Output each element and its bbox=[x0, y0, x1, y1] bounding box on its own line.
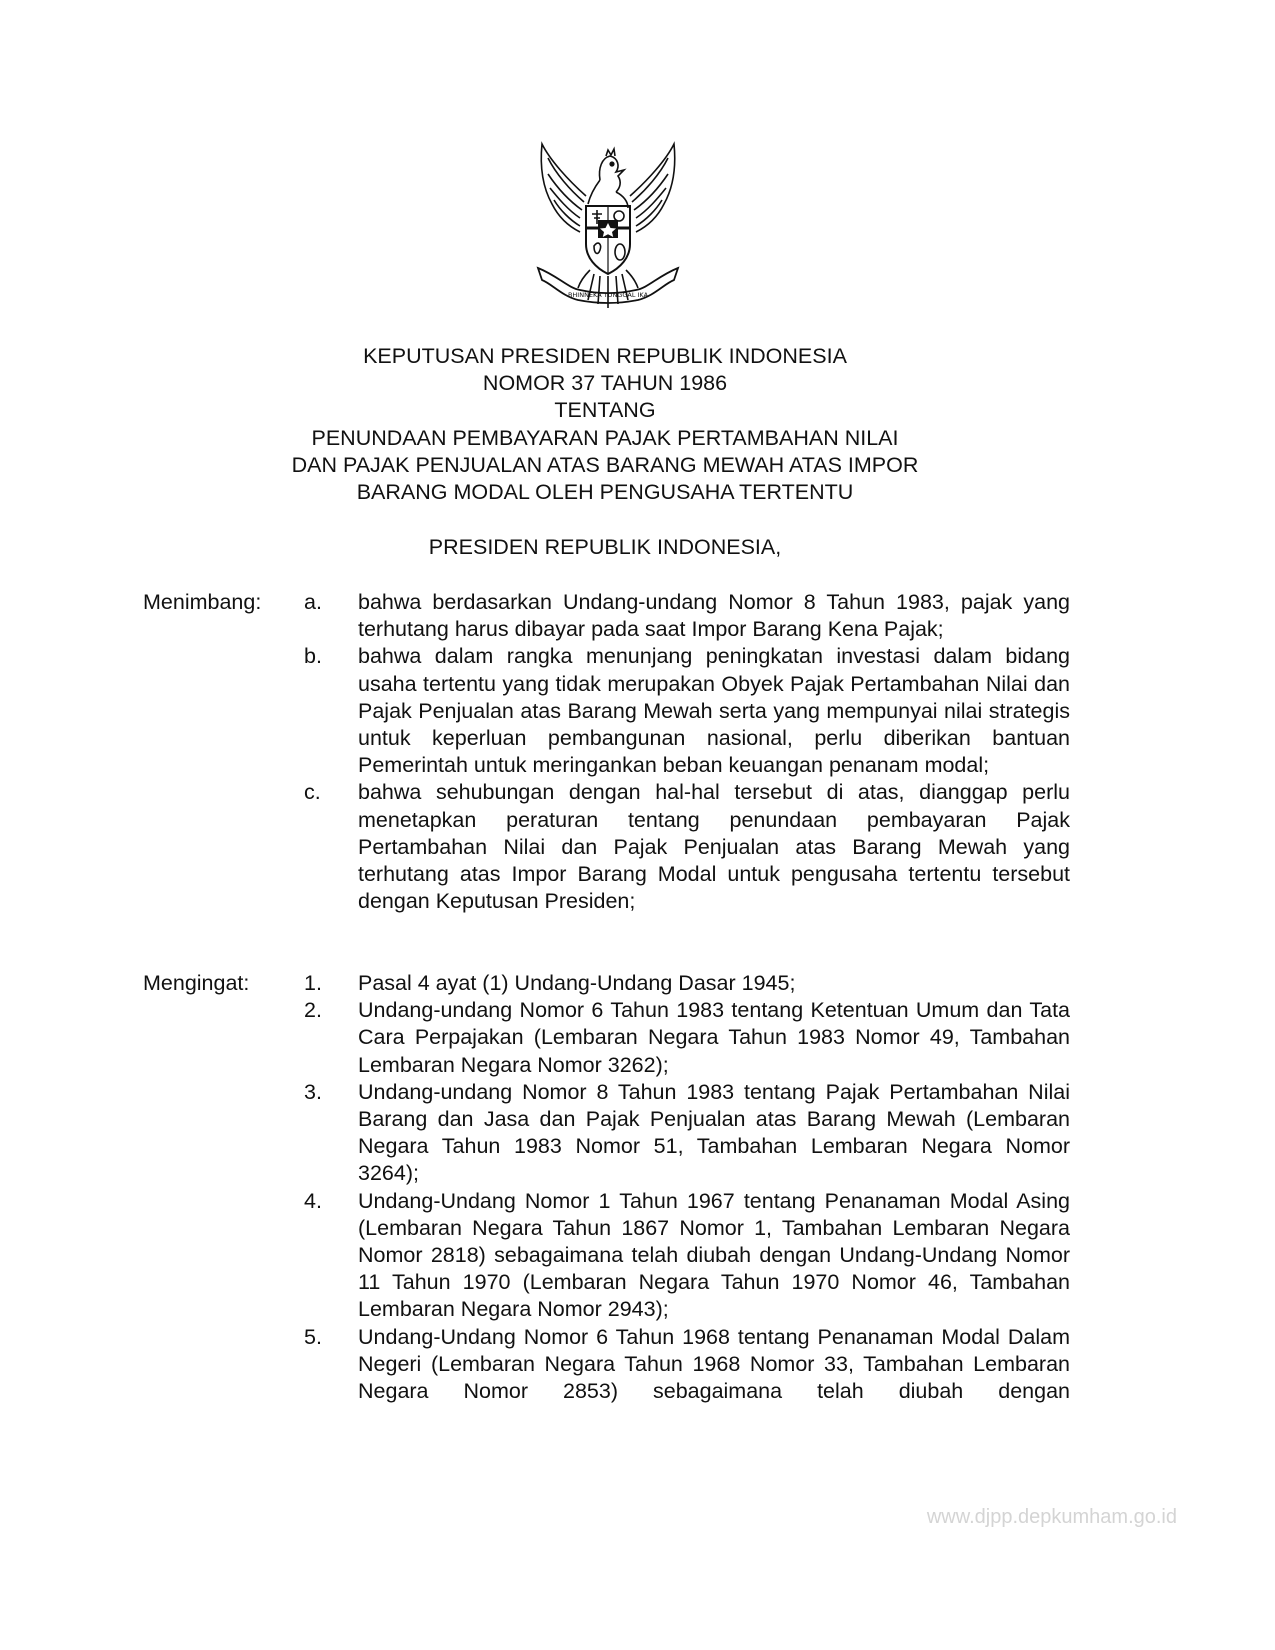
title-line: TENTANG bbox=[554, 398, 656, 423]
mengingat-section bbox=[0, 970, 1275, 1405]
title-line: NOMOR 37 TAHUN 1986 bbox=[482, 371, 728, 396]
list-marker: a. bbox=[304, 590, 322, 614]
menimbang-label: Menimbang: bbox=[143, 590, 262, 614]
list-item-text: bahwa dalam rangka menunjang peningkatan investasi dalam bidang usaha tertentu yang tidak merupakan Obyek Pajak Pertambahan Nilai dan Pajak Penjualan atas Barang Mewah serta yang mempunyai nilai strategis untuk keperluan pembangunan nasional, perlu diberikan bantuan Pemerintah untuk meringankan beban keuangan penanam modal; bbox=[358, 644, 1070, 778]
list-marker: 3. bbox=[304, 1079, 322, 1104]
president-heading: PRESIDEN REPUBLIK INDONESIA, bbox=[428, 535, 782, 559]
garuda-emblem-icon bbox=[528, 140, 688, 316]
list-item bbox=[0, 1324, 1275, 1406]
title-line: BARANG MODAL OLEH PENGUSAHA TERTENTU bbox=[356, 480, 854, 505]
list-item-text: Pasal 4 ayat (1) Undang-Undang Dasar 1945; bbox=[358, 971, 796, 995]
list-marker: 5. bbox=[304, 1324, 322, 1349]
list-marker: 2. bbox=[304, 998, 322, 1023]
list-item-text: Undang-Undang Nomor 1 Tahun 1967 tentang Penanaman Modal Asing (Lembaran Negara Tahun 1867 Nomor 1, Tambahan Lembaran Negara Nomor 2818) sebagaimana telah diubah dengan Undang-Undang Nomor 11 Tahun 1970 (Lembaran Negara Tahun 1970 Nomor 46, Tambahan Lembaran Negara Nomor 2943); bbox=[358, 1188, 1070, 1322]
document-title bbox=[0, 343, 1210, 506]
list-marker: 1. bbox=[304, 971, 322, 995]
list-marker: b. bbox=[304, 644, 322, 669]
list-item bbox=[0, 779, 1275, 915]
list-item bbox=[0, 997, 1275, 1079]
list-item-text: Undang-undang Nomor 6 Tahun 1983 tentang Ketentuan Umum dan Tata Cara Perpajakan (Lembaran Negara Tahun 1983 Nomor 49, Tambahan Lembaran Negara Nomor 3262); bbox=[358, 998, 1070, 1077]
list-item-text: Undang-undang Nomor 8 Tahun 1983 tentang Pajak Pertambahan Nilai Barang dan Jasa dan Pajak Penjualan atas Barang Mewah (Lembaran Negara Tahun 1983 Nomor 51, Tambahan Lembaran Negara Nomor 3264); bbox=[358, 1079, 1070, 1186]
list-item-text: Undang-Undang Nomor 6 Tahun 1968 tentang Penanaman Modal Dalam Negeri (Lembaran Negara Tahun 1968 Nomor 33, Tambahan Lembaran Negara Nomor 2853) sebagaimana telah diubah dengan bbox=[358, 1324, 1070, 1404]
list-marker: c. bbox=[304, 780, 321, 805]
list-item-text: bahwa berdasarkan Undang-undang Nomor 8 Tahun 1983, pajak yang terhutang harus dibayar pada saat Impor Barang Kena Pajak; bbox=[358, 590, 1070, 642]
list-item bbox=[0, 643, 1275, 779]
svg-text:BHINNEKA TUNGGAL IKA: BHINNEKA TUNGGAL IKA bbox=[567, 291, 649, 299]
mengingat-label: Mengingat: bbox=[143, 971, 250, 995]
list-item bbox=[0, 970, 1275, 997]
list-item-text: bahwa sehubungan dengan hal-hal tersebut di atas, dianggap perlu menetapkan peraturan tentang penundaan pembayaran Pajak Pertambahan Nilai dan Pajak Penjualan atas Barang Mewah yang terhutang atas Impor Barang Modal untuk pengusaha tertentu tersebut dengan Keputusan Presiden; bbox=[358, 780, 1070, 914]
list-item bbox=[0, 1188, 1275, 1324]
watermark: www.djpp.depkumham.go.id bbox=[926, 1506, 1177, 1528]
list-marker: 4. bbox=[304, 1188, 322, 1213]
list-item bbox=[0, 589, 1275, 643]
title-line: PENUNDAAN PEMBAYARAN PAJAK PERTAMBAHAN NILAI bbox=[311, 425, 899, 450]
title-line: DAN PAJAK PENJUALAN ATAS BARANG MEWAH ATAS IMPOR bbox=[291, 452, 919, 477]
title-line: KEPUTUSAN PRESIDEN REPUBLIK INDONESIA bbox=[363, 344, 847, 368]
list-item bbox=[0, 1079, 1275, 1188]
menimbang-section bbox=[0, 589, 1275, 915]
